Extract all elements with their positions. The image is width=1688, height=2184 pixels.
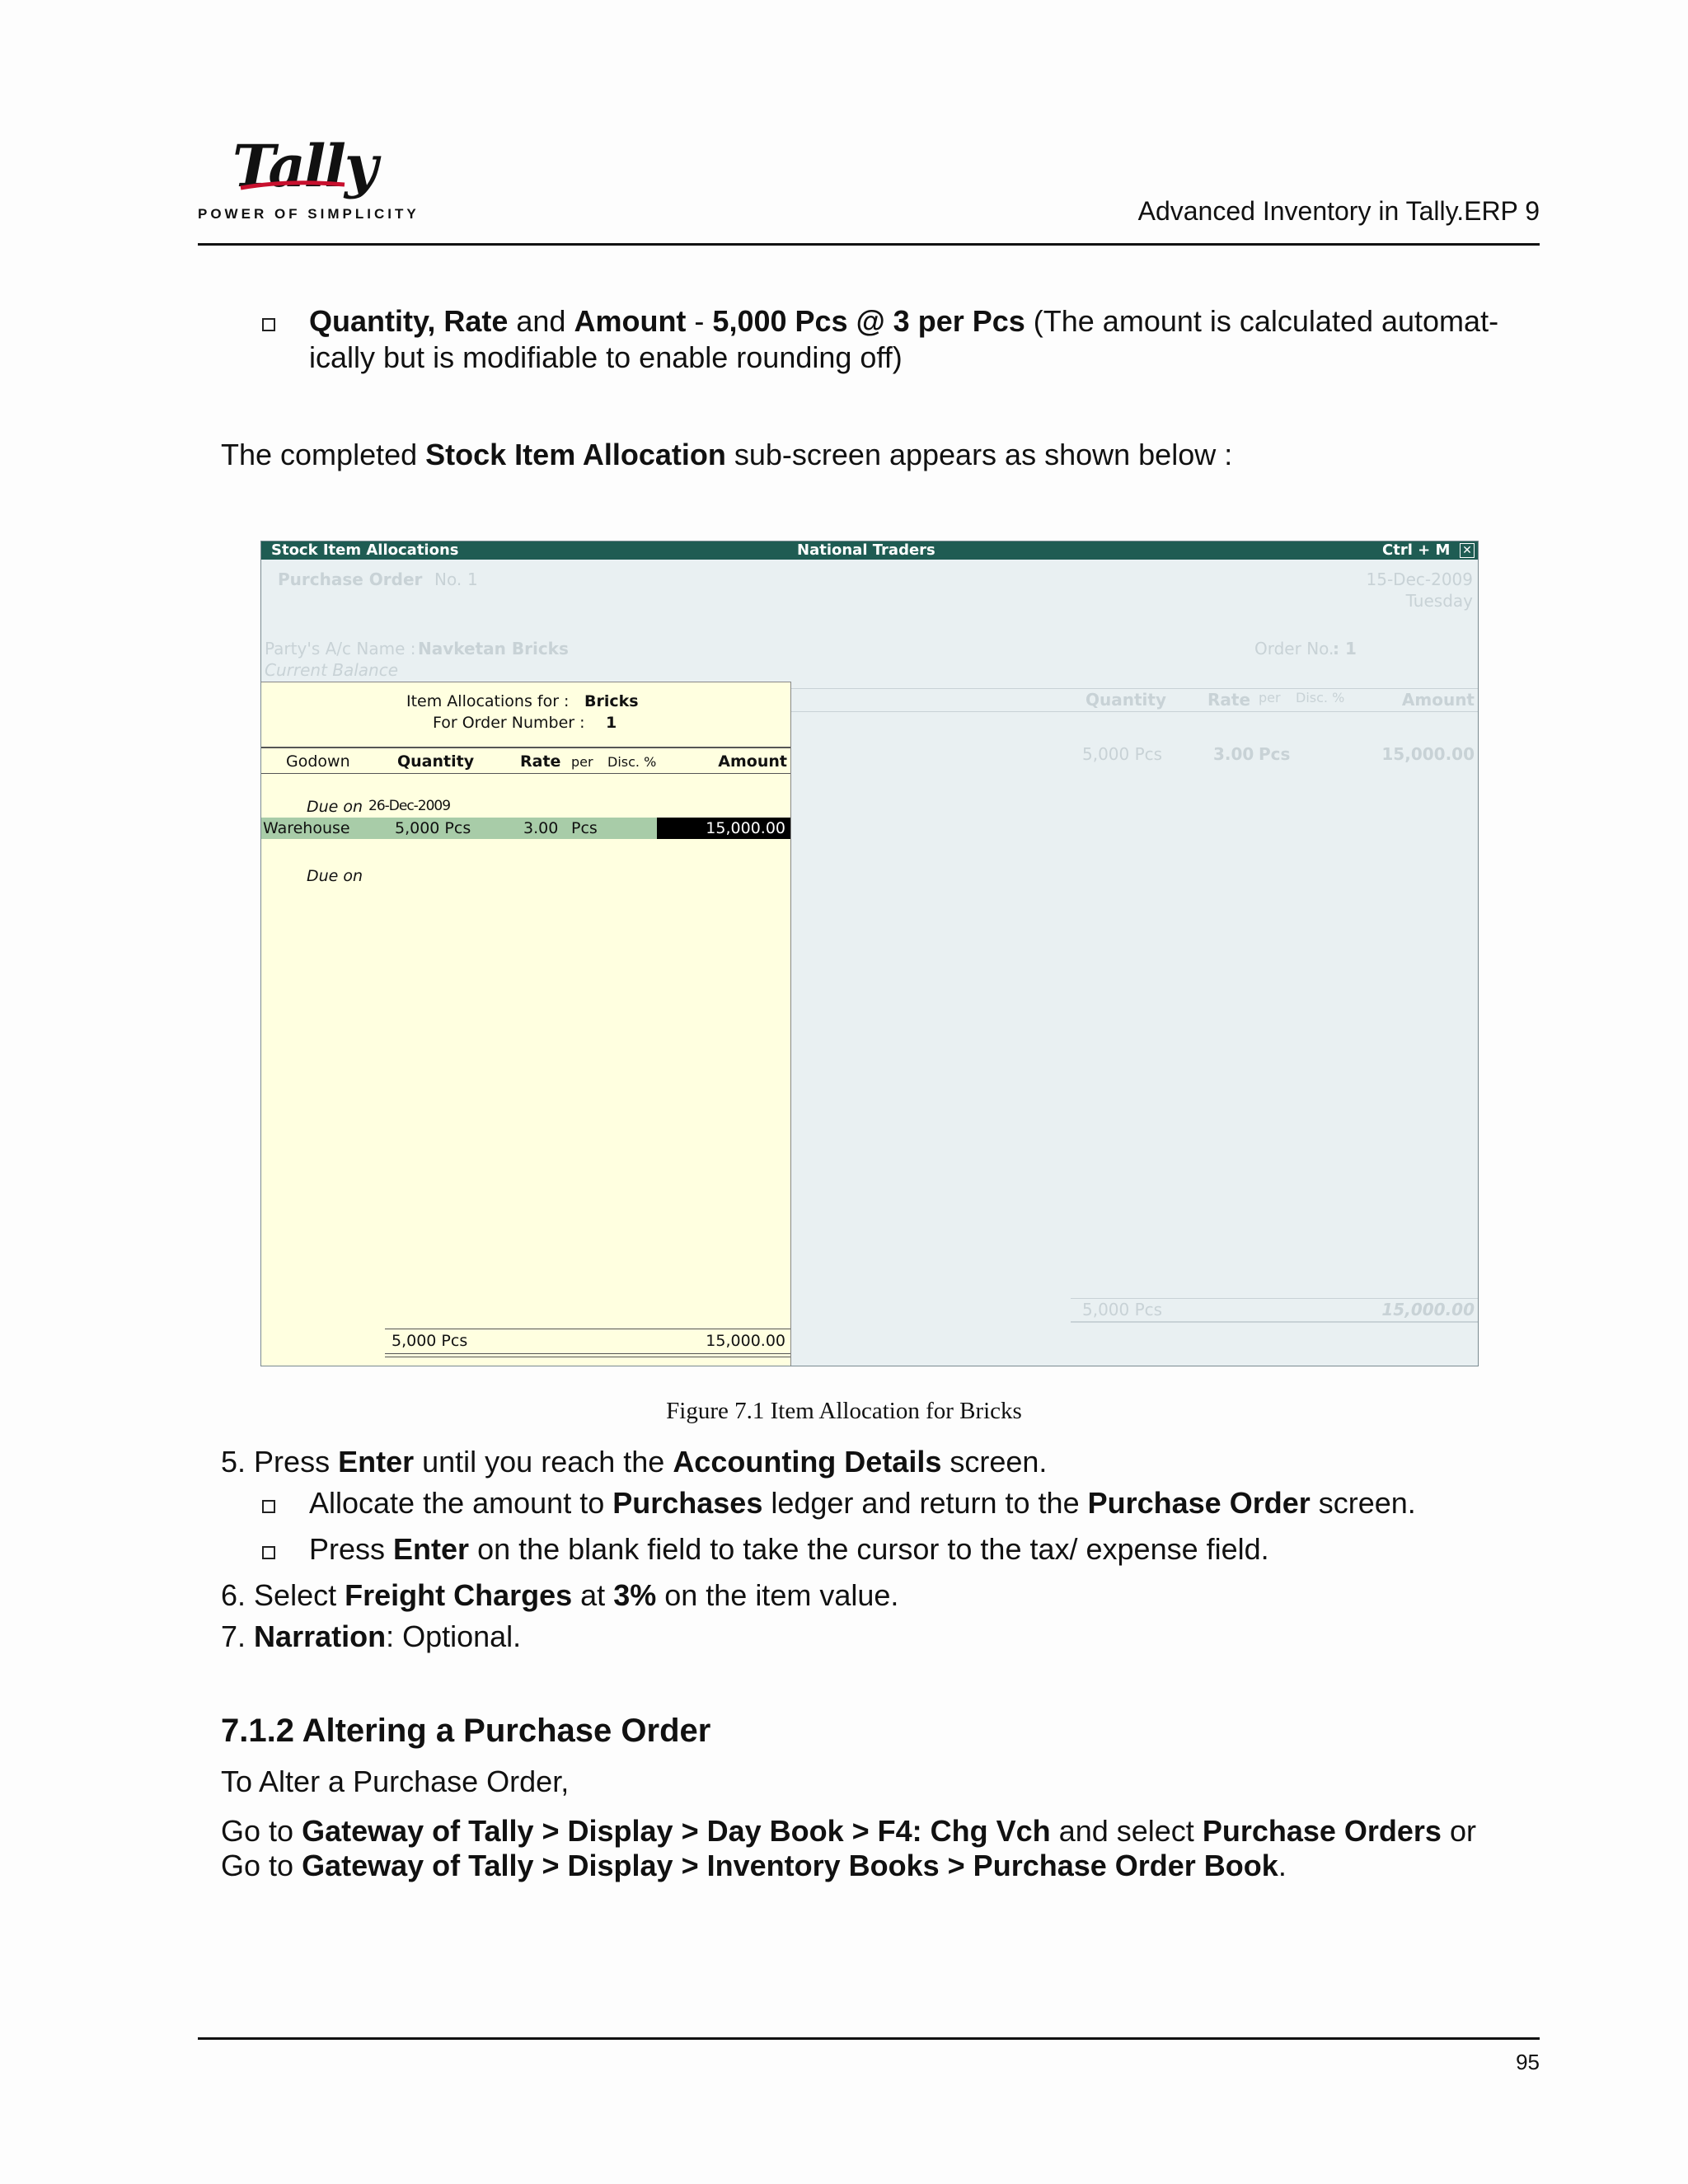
section-intro: To Alter a Purchase Order,	[221, 1765, 570, 1798]
bg-col-rate: Rate	[1207, 690, 1251, 710]
screen-titlebar	[261, 541, 1478, 560]
row-godown[interactable]: Warehouse	[263, 819, 350, 837]
section-path-1: Go to Gateway of Tally > Display > Day Book > F4: Chg Vch and select Purchase Orders or	[221, 1814, 1476, 1848]
footer-rule	[198, 2037, 1540, 2040]
logo-swoosh-icon	[239, 180, 346, 191]
step-7: 7. Narration: Optional.	[221, 1619, 522, 1653]
bg-header-line-2	[790, 711, 1478, 712]
col-rate: Rate	[520, 752, 561, 771]
bg-total-line-2	[1071, 1321, 1478, 1323]
bg-voucher-date: 15-Dec-2009	[1366, 569, 1473, 589]
item-allocation-panel	[261, 682, 791, 1366]
titlebar-shortcut: Ctrl + M	[1382, 541, 1451, 559]
header-rule	[198, 243, 1540, 246]
due-label-2: Due on	[307, 867, 363, 885]
bg-total-line	[1071, 1298, 1478, 1299]
stock-item-allocations-screen	[260, 541, 1479, 1366]
alloc-label: Item Allocations for :	[406, 692, 570, 710]
total-amount: 15,000.00	[706, 1332, 785, 1350]
section-path-2: Go to Gateway of Tally > Display > Inventory Books > Purchase Order Book.	[221, 1849, 1287, 1882]
bg-voucher-day: Tuesday	[1405, 591, 1473, 611]
step-5-sub-b: Press Enter on the blank field to take the cursor to the tax/ expense field.	[309, 1532, 1269, 1566]
order-number-label: For Order Number :	[433, 714, 585, 732]
bg-row-amount: 15,000.00	[1381, 744, 1475, 764]
bullet-icon	[262, 318, 275, 331]
row-amount-field[interactable]: 15,000.00	[657, 818, 790, 839]
page-number: 95	[1516, 2050, 1540, 2074]
step-5: 5. Press Enter until you reach the Accounting Details screen.	[221, 1445, 1048, 1479]
bg-header-line	[790, 688, 1478, 689]
row-rate[interactable]: 3.00	[523, 819, 559, 837]
row-per[interactable]: Pcs	[571, 819, 598, 837]
col-per: per	[571, 754, 593, 770]
logo-tagline: POWER OF SIMPLICITY	[198, 206, 420, 222]
bullet-icon	[262, 1546, 275, 1559]
bg-order-label: Order No.	[1254, 639, 1334, 658]
panel-header-rule-top	[261, 747, 790, 748]
bg-col-quantity: Quantity	[1085, 690, 1166, 710]
total-quantity: 5,000 Pcs	[392, 1332, 468, 1350]
step-6: 6. Select Freight Charges at 3% on the item value.	[221, 1578, 899, 1612]
alloc-item: Bricks	[584, 692, 639, 710]
bg-total-qty: 5,000 Pcs	[1082, 1300, 1163, 1319]
bg-row-qty: 5,000 Pcs	[1082, 744, 1163, 764]
due-date-1: 26-Dec-2009	[368, 798, 451, 814]
bg-party-name: Navketan Bricks	[418, 639, 569, 658]
titlebar-company: National Traders	[797, 541, 935, 559]
section-heading: 7.1.2 Altering a Purchase Order	[221, 1713, 711, 1749]
bg-row-per: Pcs	[1259, 744, 1291, 764]
close-icon[interactable]: ✕	[1460, 543, 1475, 558]
panel-header-rule-bottom	[261, 773, 790, 774]
step-5-sub-a: Allocate the amount to Purchases ledger and return to the Purchase Order screen.	[309, 1486, 1416, 1520]
bg-voucher-no: 1	[467, 569, 478, 589]
col-godown: Godown	[286, 752, 350, 771]
due-label-1: Due on	[307, 798, 363, 816]
bg-total-amount: 15,000.00	[1381, 1300, 1475, 1319]
total-rule-bottom	[385, 1353, 790, 1354]
order-number-value: 1	[606, 714, 617, 732]
bg-voucher-no-label: No.	[434, 569, 462, 589]
bg-col-disc: Disc. %	[1296, 690, 1345, 705]
bullet-icon	[262, 1500, 275, 1513]
bg-col-per: per	[1259, 690, 1281, 705]
header-title: Advanced Inventory in Tally.ERP 9	[1137, 196, 1540, 226]
intro-bullet-line1: Quantity, Rate and Amount - 5,000 Pcs @ 3 per Pcs (The amount is calculated automat-	[309, 304, 1499, 338]
intro-bullet-line2: ically but is modifiable to enable rounding off)	[309, 340, 903, 374]
row-quantity[interactable]: 5,000 Pcs	[395, 819, 471, 837]
intro-paragraph: The completed Stock Item Allocation sub-screen appears as shown below :	[221, 438, 1233, 471]
bg-col-amount: Amount	[1401, 690, 1475, 710]
figure-caption: Figure 7.1 Item Allocation for Bricks	[666, 1398, 1022, 1424]
col-disc: Disc. %	[607, 754, 657, 770]
bg-current-balance: Current Balance	[265, 660, 399, 680]
bg-party-label: Party's A/c Name :	[265, 639, 416, 658]
col-amount: Amount	[718, 752, 787, 771]
tally-logo: Tally	[232, 132, 377, 200]
bg-order-value: : 1	[1333, 639, 1357, 658]
bg-voucher-type: Purchase Order	[278, 569, 423, 589]
titlebar-left: Stock Item Allocations	[271, 541, 459, 559]
bg-row-rate: 3.00	[1213, 744, 1254, 764]
col-quantity: Quantity	[397, 752, 475, 771]
